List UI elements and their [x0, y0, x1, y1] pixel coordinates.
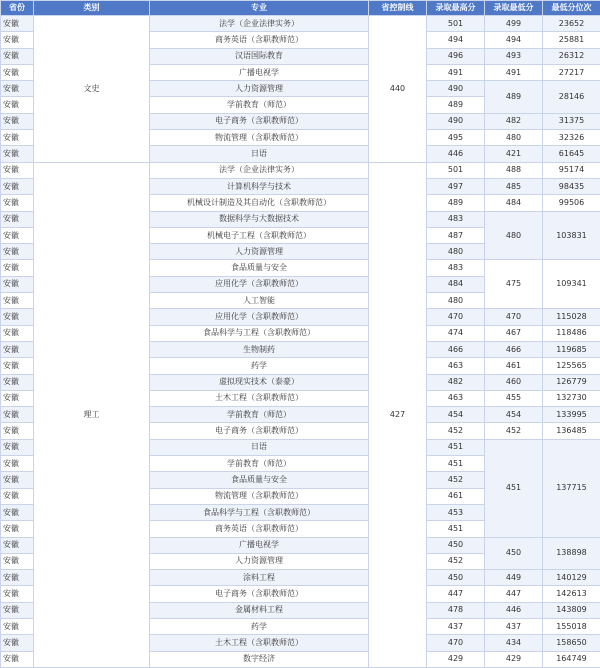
- category-cell: 文史: [34, 16, 150, 163]
- province-cell: 安徽: [1, 276, 34, 292]
- province-cell: 安徽: [1, 81, 34, 97]
- min-rank-cell: 27217: [543, 64, 600, 80]
- header-major: 专业: [150, 1, 369, 16]
- min-rank-cell: 26312: [543, 48, 600, 64]
- major-cell: 食品质量与安全: [150, 260, 369, 276]
- province-cell: 安徽: [1, 16, 34, 32]
- major-cell: 广播电视学: [150, 64, 369, 80]
- major-cell: 法学（企业法律实务）: [150, 16, 369, 32]
- max-score-cell: 463: [427, 390, 485, 406]
- max-score-cell: 501: [427, 162, 485, 178]
- min-score-cell: 499: [485, 16, 543, 32]
- province-cell: 安徽: [1, 195, 34, 211]
- major-cell: 应用化学（含职教师范）: [150, 276, 369, 292]
- province-cell: 安徽: [1, 64, 34, 80]
- min-rank-cell: 32326: [543, 130, 600, 146]
- max-score-cell: 437: [427, 618, 485, 634]
- min-score-cell: 452: [485, 423, 543, 439]
- min-rank-cell: 118486: [543, 325, 600, 341]
- max-score-cell: 461: [427, 488, 485, 504]
- max-score-cell: 501: [427, 16, 485, 32]
- min-score-cell: 493: [485, 48, 543, 64]
- max-score-cell: 466: [427, 341, 485, 357]
- province-cell: 安徽: [1, 113, 34, 129]
- province-cell: 安徽: [1, 48, 34, 64]
- min-rank-cell: 133995: [543, 407, 600, 423]
- min-score-cell: 455: [485, 390, 543, 406]
- max-score-cell: 470: [427, 309, 485, 325]
- min-rank-cell: 142613: [543, 586, 600, 602]
- min-rank-cell: 138898: [543, 537, 600, 570]
- major-cell: 人力资源管理: [150, 244, 369, 260]
- min-rank-cell: 132730: [543, 390, 600, 406]
- major-cell: 金属材料工程: [150, 602, 369, 618]
- major-cell: 商务英语（含职教师范）: [150, 32, 369, 48]
- major-cell: 学前教育（师范）: [150, 407, 369, 423]
- province-cell: 安徽: [1, 423, 34, 439]
- max-score-cell: 489: [427, 97, 485, 113]
- max-score-cell: 429: [427, 651, 485, 667]
- major-cell: 土木工程（含职教师范）: [150, 635, 369, 651]
- major-cell: 食品质量与安全: [150, 472, 369, 488]
- min-rank-cell: 109341: [543, 260, 600, 309]
- major-cell: 人力资源管理: [150, 81, 369, 97]
- max-score-cell: 451: [427, 439, 485, 455]
- min-rank-cell: 95174: [543, 162, 600, 178]
- max-score-cell: 480: [427, 293, 485, 309]
- max-score-cell: 496: [427, 48, 485, 64]
- major-cell: 物流管理（含职教师范）: [150, 130, 369, 146]
- province-cell: 安徽: [1, 130, 34, 146]
- major-cell: 应用化学（含职教师范）: [150, 309, 369, 325]
- min-score-cell: 494: [485, 32, 543, 48]
- min-score-cell: 480: [485, 130, 543, 146]
- min-rank-cell: 126779: [543, 374, 600, 390]
- province-cell: 安徽: [1, 374, 34, 390]
- min-rank-cell: 155018: [543, 618, 600, 634]
- control-line-cell: 427: [369, 162, 427, 667]
- min-rank-cell: 143809: [543, 602, 600, 618]
- max-score-cell: 452: [427, 423, 485, 439]
- major-cell: 食品科学与工程（含职教师范）: [150, 325, 369, 341]
- max-score-cell: 483: [427, 260, 485, 276]
- province-cell: 安徽: [1, 162, 34, 178]
- major-cell: 电子商务（含职教师范）: [150, 423, 369, 439]
- min-rank-cell: 164749: [543, 651, 600, 667]
- province-cell: 安徽: [1, 570, 34, 586]
- province-cell: 安徽: [1, 537, 34, 553]
- min-score-cell: 467: [485, 325, 543, 341]
- province-cell: 安徽: [1, 472, 34, 488]
- major-cell: 广播电视学: [150, 537, 369, 553]
- max-score-cell: 478: [427, 602, 485, 618]
- min-rank-cell: 137715: [543, 439, 600, 537]
- min-score-cell: 491: [485, 64, 543, 80]
- max-score-cell: 446: [427, 146, 485, 162]
- major-cell: 虚拟现实技术（泰豪）: [150, 374, 369, 390]
- min-rank-cell: 99506: [543, 195, 600, 211]
- major-cell: 物流管理（含职教师范）: [150, 488, 369, 504]
- province-cell: 安徽: [1, 309, 34, 325]
- major-cell: 学前教育（师范）: [150, 456, 369, 472]
- province-cell: 安徽: [1, 651, 34, 667]
- max-score-cell: 484: [427, 276, 485, 292]
- major-cell: 生物制药: [150, 341, 369, 357]
- min-score-cell: 460: [485, 374, 543, 390]
- max-score-cell: 454: [427, 407, 485, 423]
- major-cell: 日语: [150, 439, 369, 455]
- min-score-cell: 461: [485, 358, 543, 374]
- province-cell: 安徽: [1, 407, 34, 423]
- province-cell: 安徽: [1, 293, 34, 309]
- min-rank-cell: 98435: [543, 178, 600, 194]
- major-cell: 药学: [150, 618, 369, 634]
- header-row: [1, 1, 600, 16]
- header-max-score: 录取最高分: [427, 1, 485, 16]
- max-score-cell: 450: [427, 537, 485, 553]
- major-cell: 汉语国际教育: [150, 48, 369, 64]
- province-cell: 安徽: [1, 521, 34, 537]
- min-score-cell: 484: [485, 195, 543, 211]
- max-score-cell: 453: [427, 504, 485, 520]
- min-score-cell: 488: [485, 162, 543, 178]
- province-cell: 安徽: [1, 439, 34, 455]
- header-province: 省份: [1, 1, 34, 16]
- max-score-cell: 463: [427, 358, 485, 374]
- header-category: 类别: [34, 1, 150, 16]
- max-score-cell: 483: [427, 211, 485, 227]
- province-cell: 安徽: [1, 32, 34, 48]
- province-cell: 安徽: [1, 211, 34, 227]
- major-cell: 法学（企业法律实务）: [150, 162, 369, 178]
- max-score-cell: 452: [427, 553, 485, 569]
- min-score-cell: 437: [485, 618, 543, 634]
- min-rank-cell: 115028: [543, 309, 600, 325]
- major-cell: 计算机科学与技术: [150, 178, 369, 194]
- max-score-cell: 495: [427, 130, 485, 146]
- max-score-cell: 451: [427, 521, 485, 537]
- category-cell: 理工: [34, 162, 150, 667]
- province-cell: 安徽: [1, 97, 34, 113]
- province-cell: 安徽: [1, 358, 34, 374]
- major-cell: 人力资源管理: [150, 553, 369, 569]
- province-cell: 安徽: [1, 618, 34, 634]
- major-cell: 人工智能: [150, 293, 369, 309]
- max-score-cell: 489: [427, 195, 485, 211]
- min-rank-cell: 136485: [543, 423, 600, 439]
- province-cell: 安徽: [1, 244, 34, 260]
- max-score-cell: 490: [427, 81, 485, 97]
- major-cell: 药学: [150, 358, 369, 374]
- min-rank-cell: 125565: [543, 358, 600, 374]
- province-cell: 安徽: [1, 390, 34, 406]
- min-rank-cell: 103831: [543, 211, 600, 260]
- min-rank-cell: 31375: [543, 113, 600, 129]
- province-cell: 安徽: [1, 325, 34, 341]
- control-line-cell: 440: [369, 16, 427, 163]
- major-cell: 商务英语（含职教师范）: [150, 521, 369, 537]
- province-cell: 安徽: [1, 178, 34, 194]
- max-score-cell: 451: [427, 456, 485, 472]
- province-cell: 安徽: [1, 504, 34, 520]
- min-rank-cell: 28146: [543, 81, 600, 114]
- max-score-cell: 497: [427, 178, 485, 194]
- header-control-line: 省控制线: [369, 1, 427, 16]
- min-score-cell: 470: [485, 309, 543, 325]
- province-cell: 安徽: [1, 635, 34, 651]
- max-score-cell: 474: [427, 325, 485, 341]
- min-rank-cell: 61645: [543, 146, 600, 162]
- max-score-cell: 494: [427, 32, 485, 48]
- min-rank-cell: 158650: [543, 635, 600, 651]
- major-cell: 电子商务（含职教师范）: [150, 113, 369, 129]
- major-cell: 涂料工程: [150, 570, 369, 586]
- min-score-cell: 447: [485, 586, 543, 602]
- table-row: [1, 162, 600, 178]
- min-score-cell: 451: [485, 439, 543, 537]
- header-min-score: 录取最低分: [485, 1, 543, 16]
- max-score-cell: 482: [427, 374, 485, 390]
- major-cell: 机械电子工程（含职教师范）: [150, 227, 369, 243]
- province-cell: 安徽: [1, 586, 34, 602]
- table-row: [1, 16, 600, 32]
- province-cell: 安徽: [1, 602, 34, 618]
- min-rank-cell: 23652: [543, 16, 600, 32]
- max-score-cell: 452: [427, 472, 485, 488]
- min-score-cell: 446: [485, 602, 543, 618]
- max-score-cell: 490: [427, 113, 485, 129]
- province-cell: 安徽: [1, 260, 34, 276]
- table-body: [1, 16, 600, 668]
- max-score-cell: 470: [427, 635, 485, 651]
- major-cell: 电子商务（含职教师范）: [150, 586, 369, 602]
- min-score-cell: 421: [485, 146, 543, 162]
- province-cell: 安徽: [1, 227, 34, 243]
- major-cell: 食品科学与工程（含职教师范）: [150, 504, 369, 520]
- province-cell: 安徽: [1, 341, 34, 357]
- min-score-cell: 434: [485, 635, 543, 651]
- min-rank-cell: 140129: [543, 570, 600, 586]
- min-score-cell: 475: [485, 260, 543, 309]
- max-score-cell: 450: [427, 570, 485, 586]
- min-score-cell: 480: [485, 211, 543, 260]
- min-score-cell: 466: [485, 341, 543, 357]
- max-score-cell: 480: [427, 244, 485, 260]
- min-rank-cell: 25881: [543, 32, 600, 48]
- max-score-cell: 487: [427, 227, 485, 243]
- min-score-cell: 489: [485, 81, 543, 114]
- max-score-cell: 491: [427, 64, 485, 80]
- major-cell: 学前教育（师范）: [150, 97, 369, 113]
- province-cell: 安徽: [1, 456, 34, 472]
- header-min-rank: 最低分位次: [543, 1, 600, 16]
- min-score-cell: 429: [485, 651, 543, 667]
- major-cell: 土木工程（含职教师范）: [150, 390, 369, 406]
- min-score-cell: 482: [485, 113, 543, 129]
- province-cell: 安徽: [1, 146, 34, 162]
- major-cell: 日语: [150, 146, 369, 162]
- min-rank-cell: 119685: [543, 341, 600, 357]
- major-cell: 数据科学与大数据技术: [150, 211, 369, 227]
- major-cell: 数字经济: [150, 651, 369, 667]
- province-cell: 安徽: [1, 553, 34, 569]
- min-score-cell: 449: [485, 570, 543, 586]
- major-cell: 机械设计制造及其自动化（含职教师范）: [150, 195, 369, 211]
- province-cell: 安徽: [1, 488, 34, 504]
- min-score-cell: 450: [485, 537, 543, 570]
- max-score-cell: 447: [427, 586, 485, 602]
- min-score-cell: 485: [485, 178, 543, 194]
- min-score-cell: 454: [485, 407, 543, 423]
